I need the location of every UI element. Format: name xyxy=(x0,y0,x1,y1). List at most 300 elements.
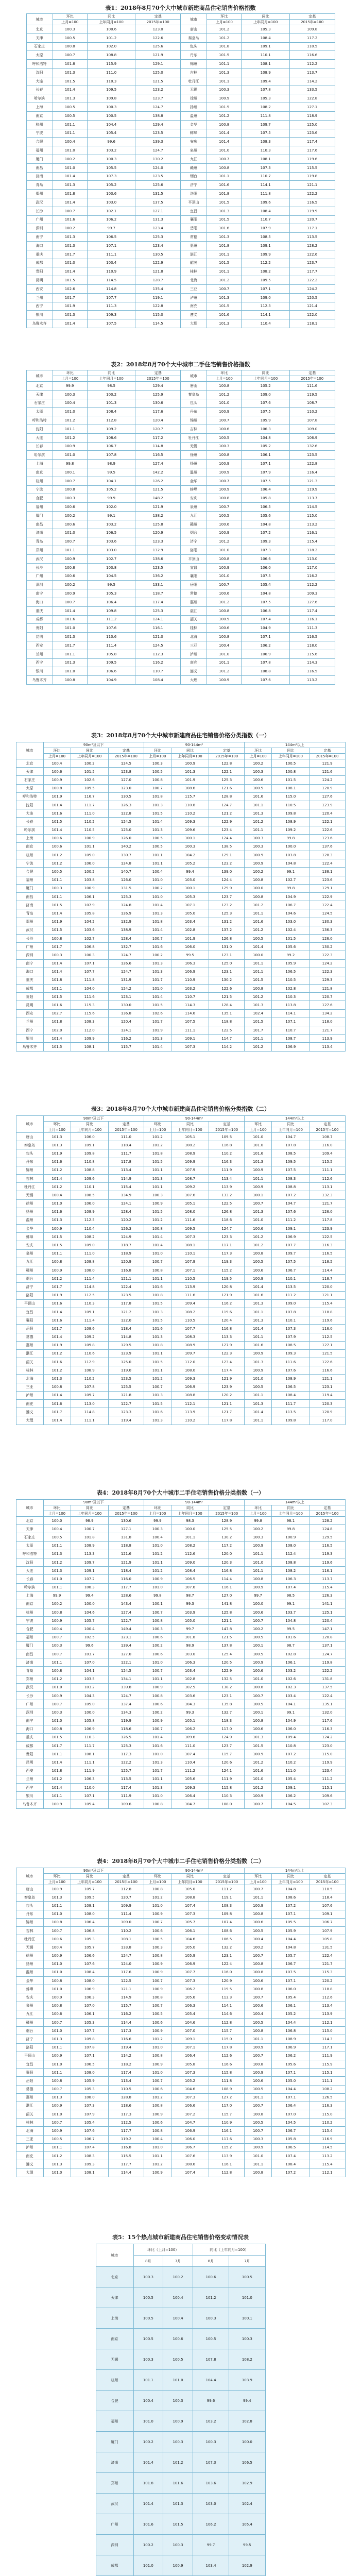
city-cell: 兰州 xyxy=(16,1775,43,1783)
index-cell: 109.4 xyxy=(171,1299,209,1308)
index-cell: 101.0 xyxy=(245,1375,272,1383)
index-cell: 104.1 xyxy=(272,1700,310,1708)
city-cell: 杭州 xyxy=(26,120,53,129)
index-cell: 114.2 xyxy=(289,77,335,86)
index-cell: 115.7 xyxy=(108,1043,144,1051)
index-cell: 108.9 xyxy=(71,1541,108,1550)
city-cell: 重庆 xyxy=(16,976,43,984)
index-cell: 137.8 xyxy=(209,1641,245,1650)
index-cell: 101.1 xyxy=(133,2370,163,2391)
index-cell: 101.5 xyxy=(71,768,108,776)
table-row xyxy=(26,172,335,181)
index-cell: 111.0 xyxy=(272,1767,310,1775)
index-cell: 100.9 xyxy=(171,759,209,768)
index-cell: 102.8 xyxy=(272,985,310,993)
column-subheader: 上月=100 xyxy=(43,1511,71,1517)
index-cell: 119.6 xyxy=(310,1558,345,1566)
index-cell: 111.0 xyxy=(71,1249,108,1258)
index-cell: 104.7 xyxy=(272,1199,310,1208)
index-cell: 116.5 xyxy=(135,451,181,460)
index-cell: 109.7 xyxy=(71,1558,108,1566)
index-cell: 131.5 xyxy=(135,190,181,198)
index-cell: 110.5 xyxy=(108,2085,144,2093)
index-cell: 107.3 xyxy=(171,1233,209,1241)
column-header: 定基 xyxy=(209,748,245,754)
size-group-header: 90m²及以下 xyxy=(43,1868,144,1874)
index-cell: 122.9 xyxy=(209,1667,245,1675)
index-cell: 100.8 xyxy=(53,563,87,572)
column-subheader: 上月=100 xyxy=(245,754,272,759)
index-cell: 120.0 xyxy=(310,1283,345,1291)
index-cell: 121.8 xyxy=(108,1391,144,1399)
index-cell: 101.6 xyxy=(207,181,241,190)
index-cell: 117.4 xyxy=(289,606,335,615)
index-cell: 101.3 xyxy=(144,909,171,918)
table-row xyxy=(16,1141,345,1149)
index-cell: 107.3 xyxy=(242,546,289,555)
table-row xyxy=(16,1241,345,1249)
table-row xyxy=(26,311,335,319)
index-cell: 112.0 xyxy=(71,1026,108,1035)
index-cell: 123.7 xyxy=(209,893,245,901)
index-cell: 123.6 xyxy=(289,129,335,138)
index-cell: 134.2 xyxy=(310,1009,345,1018)
index-cell: 123.3 xyxy=(108,1408,144,1416)
index-cell: 111.6 xyxy=(171,1291,209,1299)
index-cell: 116.6 xyxy=(289,51,335,60)
table-title: 表3：2018年8月70个大中城市新建商品住宅销售价格分类指数（一） xyxy=(91,732,270,739)
index-cell: 100.3 xyxy=(163,2432,193,2452)
city-cell: 长春 xyxy=(26,86,53,94)
index-cell: 125.3 xyxy=(135,606,181,615)
index-cell: 100.3 xyxy=(245,834,272,842)
index-cell: 132.7 xyxy=(108,943,144,951)
index-cell: 128.3 xyxy=(310,851,345,859)
index-cell: 107.1 xyxy=(272,1977,310,1985)
index-cell: 141.1 xyxy=(310,1600,345,1608)
index-cell: 107.1 xyxy=(87,241,135,250)
index-cell: 108.1 xyxy=(108,1935,144,1943)
index-cell: 106.7 xyxy=(272,1266,310,1275)
index-cell: 100.4 xyxy=(207,641,241,650)
city-cell: 丹东 xyxy=(180,51,207,60)
index-cell: 123.5 xyxy=(108,1375,144,1383)
index-cell: 100.3 xyxy=(43,1708,71,1717)
index-cell: 115.0 xyxy=(310,2110,345,2119)
index-cell: 100.9 xyxy=(144,1968,171,1976)
index-cell: 102.1 xyxy=(87,207,135,215)
index-cell: 101.4 xyxy=(144,901,171,909)
index-cell: 101.8 xyxy=(207,241,241,250)
index-cell: 112.3 xyxy=(135,650,181,658)
city-cell: 洛阳 xyxy=(180,190,207,198)
city-cell: 包头 xyxy=(180,42,207,51)
index-cell: 101.4 xyxy=(43,1391,71,1399)
index-cell: 131.8 xyxy=(310,1675,345,1683)
index-cell: 115.5 xyxy=(108,2152,144,2160)
index-cell: 106.1 xyxy=(171,1926,209,1935)
index-cell: 101.1 xyxy=(43,1792,71,1800)
index-cell: 101.2 xyxy=(43,1775,71,1783)
city-cell: 合肥 xyxy=(96,2391,133,2411)
size-group-header: 90-144m² xyxy=(144,1500,244,1505)
index-cell: 110.5 xyxy=(71,826,108,834)
city-cell: 广州 xyxy=(16,943,43,951)
index-cell: 118.0 xyxy=(310,1018,345,1026)
index-cell: 108.8 xyxy=(272,1558,310,1566)
index-cell: 122.6 xyxy=(310,1358,345,1366)
index-cell: 101.2 xyxy=(207,276,241,285)
table-row xyxy=(16,926,345,934)
city-cell: 秦皇岛 xyxy=(180,390,207,399)
index-cell: 113.1 xyxy=(310,1183,345,1191)
index-cell: 110.5 xyxy=(272,801,310,809)
index-cell: 105.0 xyxy=(171,909,209,918)
index-cell: 116.2 xyxy=(108,1035,144,1043)
index-cell: 124.5 xyxy=(135,641,181,650)
index-cell: 124.7 xyxy=(108,1952,144,1960)
index-cell: 122.4 xyxy=(209,1960,245,1968)
index-cell: 147.8 xyxy=(209,1625,245,1633)
index-cell: 115.1 xyxy=(310,2069,345,2077)
index-cell: 109.4 xyxy=(310,1149,345,1158)
index-cell: 100.6 xyxy=(43,842,71,851)
index-cell: 100.0 xyxy=(272,842,310,851)
table-row xyxy=(26,667,335,676)
index-cell: 122.9 xyxy=(310,893,345,901)
index-cell: 113.0 xyxy=(71,1400,108,1408)
index-cell: 124.5 xyxy=(108,759,144,768)
column-subheader: 2015年=100 xyxy=(310,1127,345,1133)
table-row xyxy=(26,598,335,606)
index-cell: 119.9 xyxy=(108,1717,144,1725)
index-cell: 100.3 xyxy=(163,2391,193,2411)
index-cell: 100.8 xyxy=(43,2002,71,2010)
table-row xyxy=(16,2135,345,2143)
index-cell: 111.1 xyxy=(87,250,135,259)
index-cell: 116.2 xyxy=(108,2010,144,2018)
index-cell: 124.8 xyxy=(310,1525,345,1533)
index-cell: 126.3 xyxy=(108,801,144,809)
index-cell: 107.5 xyxy=(272,1258,310,1266)
index-cell: 129.9 xyxy=(209,884,245,892)
index-cell: 132.7 xyxy=(209,1708,245,1717)
index-cell: 100.2 xyxy=(245,1525,272,1533)
index-cell: 125.9 xyxy=(135,390,181,399)
index-cell: 100.3 xyxy=(171,842,209,851)
index-cell: 116.8 xyxy=(209,1325,245,1333)
table-row xyxy=(26,503,335,512)
index-cell: 106.8 xyxy=(71,1926,108,1935)
index-cell: 100.7 xyxy=(245,1993,272,2002)
table-row xyxy=(26,572,335,581)
index-cell: 110.9 xyxy=(209,2119,245,2127)
index-cell: 101.1 xyxy=(207,250,241,259)
index-cell: 107.8 xyxy=(272,1308,310,1316)
index-cell: 100.5 xyxy=(245,784,272,792)
index-cell: 107.1 xyxy=(272,2093,310,2102)
index-cell: 123.7 xyxy=(289,259,335,267)
index-cell: 107.3 xyxy=(171,2069,209,2077)
index-cell: 101.5 xyxy=(53,77,87,86)
index-cell: 106.3 xyxy=(171,1658,209,1667)
index-cell: 107.6 xyxy=(171,2152,209,2160)
index-cell: 100.8 xyxy=(245,1960,272,1968)
index-cell: 101.1 xyxy=(245,909,272,918)
index-cell: 119.6 xyxy=(310,1316,345,1325)
index-cell: 100.5 xyxy=(43,2135,71,2143)
index-cell: 101.9 xyxy=(171,934,209,942)
city-cell: 贵阳 xyxy=(16,993,43,1001)
index-cell: 101.4 xyxy=(133,2452,163,2473)
index-cell: 101.2 xyxy=(144,1141,171,1149)
index-cell: 107.9 xyxy=(171,1166,209,1174)
index-cell: 115.4 xyxy=(108,1183,144,1191)
index-cell: 109.6 xyxy=(108,1800,144,1808)
table-row xyxy=(26,190,335,198)
index-cell: 101.5 xyxy=(43,926,71,934)
index-cell: 108.2 xyxy=(272,1567,310,1575)
index-cell: 140.2 xyxy=(108,842,144,851)
city-cell: 南京 xyxy=(96,2329,133,2349)
city-cell: 襄阳 xyxy=(180,215,207,224)
index-cell: 100.3 xyxy=(207,442,241,451)
index-cell: 100.9 xyxy=(207,615,241,624)
index-cell: 100.4 xyxy=(133,2391,163,2411)
city-cell: 扬州 xyxy=(180,460,207,468)
index-cell: 105.7 xyxy=(171,1918,209,1926)
city-cell: 合肥 xyxy=(26,138,53,146)
city-cell: 昆明 xyxy=(26,276,53,285)
index-cell: 101.3 xyxy=(53,311,87,319)
table-row xyxy=(16,826,345,834)
index-cell: 115.1 xyxy=(310,1784,345,1792)
index-cell: 106.4 xyxy=(71,1918,108,1926)
index-cell: 112.8 xyxy=(209,2019,245,2027)
city-cell: 天津 xyxy=(16,768,43,776)
index-cell: 124.7 xyxy=(310,1650,345,1658)
city-cell: 宁波 xyxy=(26,485,53,494)
city-cell: 南昌 xyxy=(26,163,53,172)
table-row xyxy=(26,546,335,555)
index-cell: 127.6 xyxy=(310,792,345,801)
table-row xyxy=(16,1291,345,1299)
city-cell: 长沙 xyxy=(16,1691,43,1700)
index-cell: 110.8 xyxy=(71,1158,108,1166)
table-row xyxy=(16,1183,345,1191)
index-cell: 121.8 xyxy=(310,985,345,993)
table-row xyxy=(16,1600,345,1608)
index-cell: 99.8 xyxy=(53,460,87,468)
index-cell: 124.1 xyxy=(108,1199,144,1208)
index-cell: 122.8 xyxy=(135,302,181,311)
city-cell: 兰州 xyxy=(26,293,53,302)
index-cell: 101.3 xyxy=(144,1035,171,1043)
index-cell: 105.4 xyxy=(242,581,289,589)
index-cell: 109.6 xyxy=(242,198,289,207)
index-cell: 124.2 xyxy=(310,1733,345,1741)
index-cell: 101.0 xyxy=(144,2143,171,2151)
city-cell: 长沙 xyxy=(26,563,53,572)
index-cell: 100.9 xyxy=(207,676,241,685)
index-cell: 102.7 xyxy=(71,934,108,942)
index-cell: 105.0 xyxy=(171,1885,209,1893)
index-cell: 102.4 xyxy=(245,1009,272,1018)
table-row xyxy=(16,993,345,1001)
index-cell: 113.4 xyxy=(310,1043,345,1051)
index-cell: 108.5 xyxy=(272,1341,310,1349)
city-cell: 南宁 xyxy=(16,1717,43,1725)
index-cell: 99.8 xyxy=(245,1517,272,1525)
index-cell: 116.1 xyxy=(209,2127,245,2135)
index-cell: 101.0 xyxy=(144,985,171,993)
index-cell: 112.1 xyxy=(310,2168,345,2177)
index-cell: 112.1 xyxy=(310,2019,345,2027)
index-cell: 101.8 xyxy=(144,1149,171,1158)
index-cell: 119.6 xyxy=(289,155,335,163)
column-header: 定基 xyxy=(289,370,335,376)
index-cell: 113.5 xyxy=(272,1408,310,1416)
index-cell: 124.5 xyxy=(310,909,345,918)
index-cell: 103.4 xyxy=(272,1691,310,1700)
index-cell: 111.8 xyxy=(209,2077,245,2085)
index-cell: 104.8 xyxy=(242,520,289,529)
city-cell: 无锡 xyxy=(180,442,207,451)
city-cell: 九江 xyxy=(16,1258,43,1266)
index-cell: 106.9 xyxy=(71,1725,108,1733)
index-cell: 104.4 xyxy=(272,2019,310,2027)
column-subheader: 上年同月=100 xyxy=(272,754,310,759)
index-cell: 118.6 xyxy=(209,1216,245,1224)
city-cell: 烟台 xyxy=(180,529,207,537)
column-header: 同比 xyxy=(171,1122,209,1127)
column-header: 同比 xyxy=(71,748,108,754)
index-cell: 100.5 xyxy=(245,1700,272,1708)
table-row xyxy=(16,1191,345,1199)
index-cell: 101.2 xyxy=(144,1133,171,1141)
index-cell: 124.2 xyxy=(310,959,345,968)
index-cell: 104.2 xyxy=(71,918,108,926)
index-cell: 101.4 xyxy=(43,1035,71,1043)
index-cell: 114.3 xyxy=(171,1001,209,1009)
index-cell: 117.0 xyxy=(209,1725,245,1733)
index-cell: 108.4 xyxy=(171,1567,209,1575)
index-cell: 106.5 xyxy=(71,2060,108,2068)
index-cell: 100.7 xyxy=(53,477,87,485)
index-cell: 132.9 xyxy=(108,918,144,926)
index-cell: 100.8 xyxy=(207,633,241,641)
index-cell: 100.2 xyxy=(245,1625,272,1633)
index-cell: 107.1 xyxy=(171,901,209,909)
index-cell: 113.2 xyxy=(289,676,335,685)
index-cell: 100.4 xyxy=(144,868,171,876)
index-cell: 100.3 xyxy=(87,103,135,112)
column-subheader: 2015年=100 xyxy=(108,1127,144,1133)
index-cell: 113.4 xyxy=(108,1166,144,1174)
index-cell: 110.8 xyxy=(272,1742,310,1750)
index-cell: 101.3 xyxy=(163,2494,193,2514)
index-cell: 110.5 xyxy=(289,42,335,51)
index-cell: 118.4 xyxy=(108,1567,144,1575)
index-cell: 123.5 xyxy=(108,1291,144,1299)
index-cell: 108.6 xyxy=(171,2160,209,2168)
table-row xyxy=(26,138,335,146)
index-cell: 114.9 xyxy=(108,1993,144,2002)
index-cell: 106.3 xyxy=(171,959,209,968)
city-cell: 南充 xyxy=(180,302,207,311)
city-cell: 安庆 xyxy=(180,138,207,146)
index-cell: 110.5 xyxy=(171,1316,209,1325)
table-row xyxy=(16,2060,345,2068)
index-cell: 100.7 xyxy=(43,1650,71,1658)
index-cell: 104.4 xyxy=(193,2370,229,2391)
index-cell: 101.0 xyxy=(163,2370,193,2391)
index-cell: 121.7 xyxy=(209,1408,245,1416)
index-cell: 103.0 xyxy=(171,876,209,884)
index-cell: 99.8 xyxy=(272,884,310,892)
table-row xyxy=(96,2473,265,2494)
index-cell: 106.3 xyxy=(71,1775,108,1783)
index-cell: 133.8 xyxy=(108,1943,144,1952)
index-cell: 100.9 xyxy=(245,851,272,859)
index-cell: 109.9 xyxy=(71,1035,108,1043)
index-cell: 108.6 xyxy=(272,1893,310,1902)
index-cell: 104.9 xyxy=(272,893,310,901)
index-cell: 101.9 xyxy=(53,302,87,311)
index-cell: 107.2 xyxy=(272,1902,310,1910)
index-cell: 123.4 xyxy=(209,1358,245,1366)
index-cell: 109.0 xyxy=(171,1558,209,1566)
index-cell: 113.4 xyxy=(108,2077,144,2085)
column-header: 环比 xyxy=(144,748,171,754)
table-row xyxy=(96,2411,265,2432)
index-cell: 100.5 xyxy=(133,2329,163,2349)
city-cell: 乌鲁木齐 xyxy=(26,676,53,685)
index-cell: 101.4 xyxy=(43,1333,71,1341)
index-cell: 101.0 xyxy=(144,1750,171,1758)
table-row xyxy=(16,1567,345,1575)
index-cell: 109.6 xyxy=(71,1174,108,1182)
city-cell: 蚌埠 xyxy=(16,1233,43,1241)
index-cell: 128.7 xyxy=(135,276,181,285)
column-subheader: 上年同月=100 xyxy=(171,1127,209,1133)
size-group-header: 90-144m² xyxy=(144,1116,244,1122)
index-cell: 104.6 xyxy=(171,1935,209,1943)
index-cell: 100.6 xyxy=(53,572,87,581)
index-cell: 99.9 xyxy=(53,382,87,391)
column-header: 城市 xyxy=(96,2244,133,2267)
index-cell: 115.7 xyxy=(171,792,209,801)
city-cell: 温州 xyxy=(16,1216,43,1224)
table-row xyxy=(96,2514,265,2535)
index-cell: 115.4 xyxy=(310,2127,345,2135)
index-cell: 102.3 xyxy=(272,1683,310,1691)
column-header: 同比 xyxy=(171,748,209,754)
index-cell: 103.6 xyxy=(87,537,135,546)
index-cell: 105.1 xyxy=(171,1717,209,1725)
index-cell: 116.8 xyxy=(108,2143,144,2151)
index-cell: 106.2 xyxy=(193,2514,229,2535)
city-cell: 武汉 xyxy=(16,926,43,934)
index-cell: 108.4 xyxy=(135,676,181,685)
index-cell: 102.5 xyxy=(171,1683,209,1691)
index-cell: 116.8 xyxy=(209,1567,245,1575)
index-cell: 105.8 xyxy=(272,2135,310,2143)
index-cell: 100.9 xyxy=(245,1902,272,1910)
index-cell: 110.0 xyxy=(71,1784,108,1792)
index-cell: 117.2 xyxy=(135,433,181,442)
table-row xyxy=(16,1733,345,1741)
